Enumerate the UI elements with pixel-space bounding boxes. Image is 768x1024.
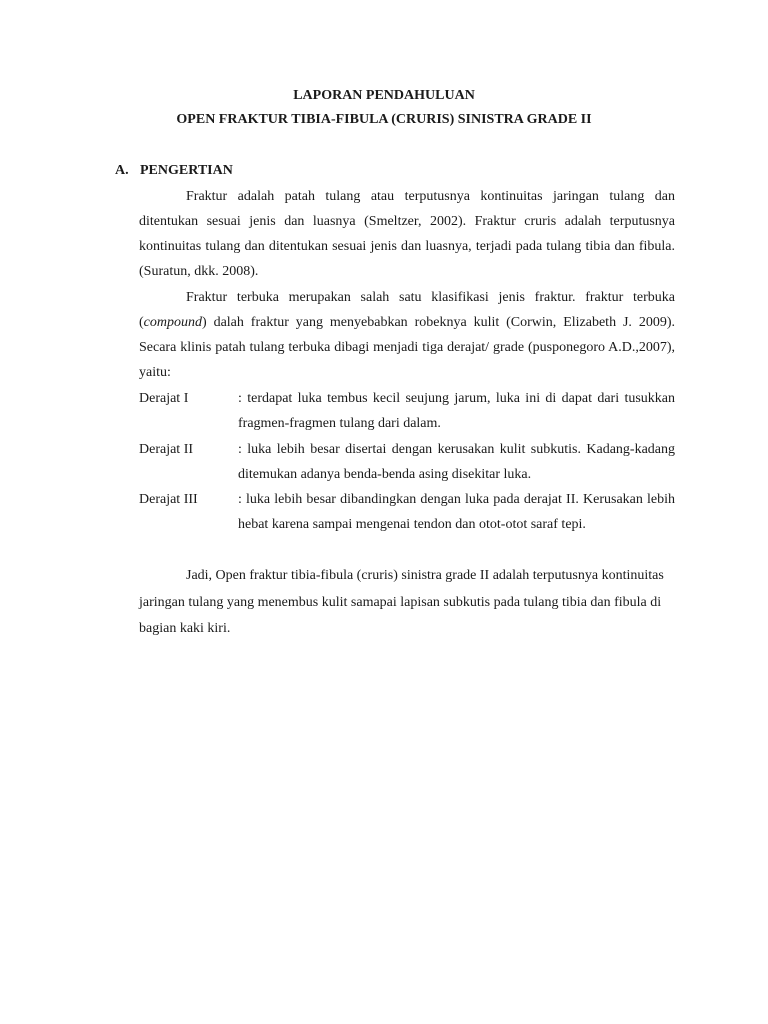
paragraph-definition — [139, 184, 675, 284]
grade-description: : luka lebih besar dibandingkan dengan luka pada derajat II. Kerusakan lebih hebat karena sampai mengenai tendon dan otot-otot saraf tepi. — [238, 492, 675, 532]
paragraph-open-fracture-text-a: Fraktur terbuka merupakan salah satu klasifikasi jenis fraktur. fraktur terbuka ( — [139, 290, 675, 330]
paragraph-open-fracture-italic: compound — [143, 315, 202, 330]
grade-description: : luka lebih besar disertai dengan kerusakan kulit subkutis. Kadang-kadang ditemukan adanya benda-benda asing disekitar luka. — [238, 442, 675, 482]
paragraph-open-fracture — [139, 285, 675, 385]
grade-label: Derajat III — [139, 492, 198, 507]
section-title: PENGERTIAN — [140, 163, 233, 178]
paragraph-conclusion — [139, 563, 675, 643]
document-subtitle: OPEN FRAKTUR TIBIA-FIBULA (CRURIS) SINISTRA GRADE II — [176, 112, 592, 127]
paragraph-conclusion-text: Jadi, Open fraktur tibia-fibula (cruris) sinistra grade II adalah terputusnya kontinuitas jaringan tulang yang menembus kulit samapai lapisan subkutis pada tulang tibia dan fibula di bagian kaki kiri. — [139, 568, 664, 636]
section-heading — [115, 163, 233, 179]
grade-description: : terdapat luka tembus kecil seujung jarum, luka ini di dapat dari tusukkan fragmen-fragmen tulang dari dalam. — [238, 391, 675, 431]
paragraph-definition-text: Fraktur adalah patah tulang atau terputusnya kontinuitas jaringan tulang dan ditentukan sesuai jenis dan luasnya (Smeltzer, 2002). Fraktur cruris adalah terputusnya kontinuitas tulang dan ditentukan sesuai jenis dan luasnya, terjadi pada tulang tibia dan fibula. (Suratun, dkk. 2008). — [139, 189, 675, 279]
section-number: A. — [115, 163, 129, 178]
grade-label: Derajat I — [139, 391, 189, 406]
document-title: LAPORAN PENDAHULUAN — [293, 88, 475, 103]
grade-label: Derajat II — [139, 442, 194, 457]
paragraph-open-fracture-text-b: ) dalah fraktur yang menyebabkan robeknya kulit (Corwin, Elizabeth J. 2009). Secara klinis patah tulang terbuka dibagi menjadi tiga derajat/ grade (pusponegoro A.D.,2007), yaitu: — [139, 315, 675, 380]
